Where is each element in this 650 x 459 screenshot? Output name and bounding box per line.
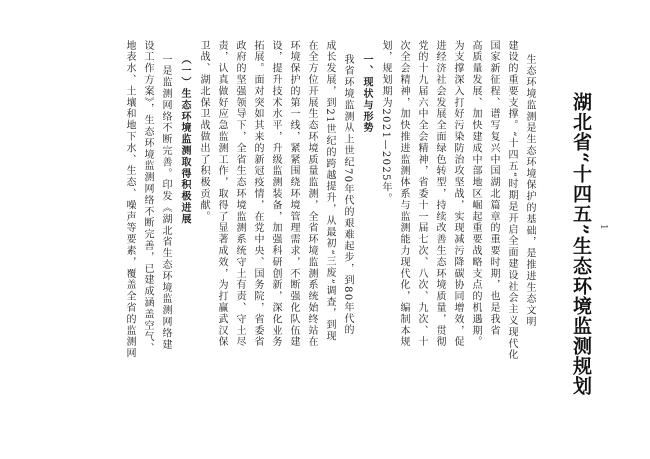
paragraph-line: 生态环境监测是生态环境保护的基础，是推进生态文明 — [524, 54, 535, 328]
section-heading: 一、现状与形势 — [361, 54, 372, 134]
paragraph-line: 设工作方案》，生态环境监测网络不断完善，已建成涵盖空气、 — [142, 40, 153, 355]
subsection-heading: （一）生态环境监测取得积极进展 — [179, 54, 190, 225]
paragraph-line: 地表水、土壤和地下水、生态、噪声等要素，覆盖全省的监测网 — [124, 40, 135, 360]
paragraph-line: 党的十九届六中全会精神，省委十一届七次、八次、九次、十 — [416, 40, 427, 348]
paragraph-line: 国家新征程、谱写复兴中国湖北篇章的重要时期，也是我省 — [488, 40, 499, 337]
paragraph-line: 拓展。面对突如其来的新冠疫情，在党中央、国务院，省委省 — [252, 40, 263, 348]
paragraph-line: 高质量发展、加快建成中部地区崛起重要战略支点的机遇期。 — [470, 40, 481, 348]
paragraph-line: 环境保护的第一线，紧紧围绕环境管理需求，不断强化队伍建 — [288, 40, 299, 348]
paragraph-line: 我省环境监测从上世纪70年代的艰难起步，到80年代的 — [342, 54, 353, 336]
page-number: 1 — [598, 224, 608, 230]
paragraph-line: 在全方位开展生态环境质量监测，全省环境监测系统始终站在 — [306, 40, 317, 348]
page-title: 湖北省“十四五”生态环境监测规划 — [570, 92, 592, 396]
paragraph-line: 一是监测网络不断完善。印发《湖北省生态环境监测网络建 — [160, 54, 171, 351]
paragraph-line: 政府的坚强领导下，全省生态环境监测系统守土有责、守土尽 — [234, 40, 245, 348]
paragraph-line: 划，规划期为2021—2025年。 — [380, 40, 391, 205]
paragraph-line: 进经济社会发展全面绿色转型，持续改善生态环境质量，贯彻 — [434, 40, 445, 348]
paragraph-line: 为支撑深入打好污染防治攻坚战，实现减污降碳协同增效，促 — [452, 40, 463, 348]
paragraph-line: 设，提升技术水平，升级监测装备，加强科研创新，深化业务 — [270, 40, 281, 348]
paragraph-line: 责，认真做好应急监测工作，取得了显著成效，为打赢武汉保 — [216, 40, 227, 348]
paragraph-line: 建设的重要支撑。“十四五”时期是开启全面建设社会主义现代化 — [506, 40, 517, 361]
paragraph-line: 卫战、湖北保卫战做出了积极贡献。 — [198, 40, 209, 223]
paragraph-line: 次全会精神，加快推进监测体系与监测能力现代化，编制本规 — [398, 40, 409, 348]
paragraph-line: 成长发展，到21世纪的跨越提升，从最初“三废”调查，到现 — [324, 40, 335, 343]
